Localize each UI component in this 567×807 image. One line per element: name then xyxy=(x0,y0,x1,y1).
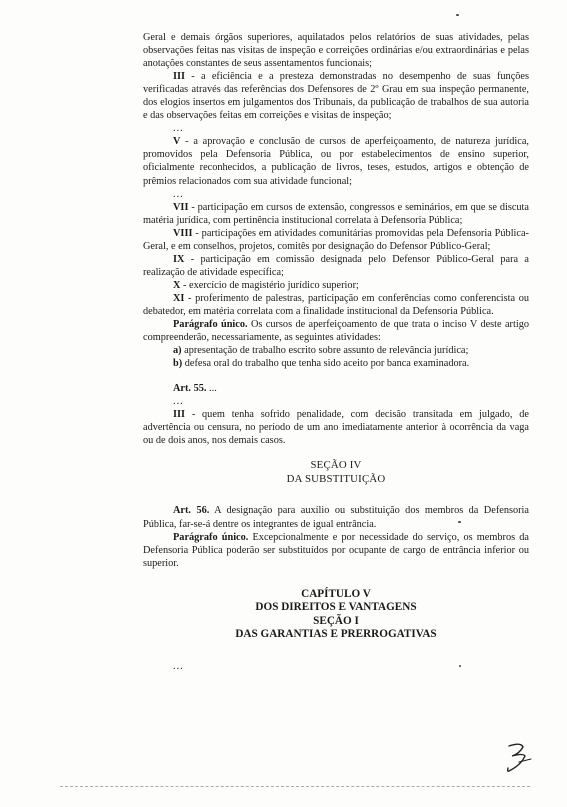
item-number: VIII xyxy=(173,227,193,239)
item-ix-commission xyxy=(143,253,529,279)
item-v-courses xyxy=(143,135,529,187)
item-a-written-work xyxy=(143,344,529,357)
article-heading: Art. 56. xyxy=(173,505,210,517)
paragraph-heading: Parágrafo único. xyxy=(173,319,248,331)
section-iv-subtitle: DA SUBSTITUIÇÃO xyxy=(286,472,386,485)
paragraph-text: Os cursos de aperfeiçoamento de que trata o inciso V deste artigo compreenderão, necessariamente, as seguintes atividades: xyxy=(143,319,529,344)
item-iii-penalty xyxy=(143,408,529,447)
item-number: IX xyxy=(173,253,185,265)
ellipsis: ... xyxy=(173,188,184,200)
item-number: V xyxy=(173,136,181,148)
section-iv-title: SEÇÃO IV xyxy=(310,459,362,472)
item-number: XI xyxy=(173,292,185,304)
article-56 xyxy=(143,504,529,530)
section-i-title: SEÇÃO I xyxy=(313,614,359,627)
paragraph-continuation xyxy=(143,31,529,70)
chapter-v-title: CAPÍTULO V xyxy=(301,587,371,600)
item-text: - participações em atividades comunitárias promovidas pela Defensoria Pública-Geral, e em conselhos, projetos, comitês por designação do Defensor Público-Geral; xyxy=(143,227,529,252)
item-number: III xyxy=(173,409,186,421)
item-xi-lectures xyxy=(143,292,529,318)
paragraph-text: Geral e demais órgãos superiores, aquilatados pelos relatórios de suas atividades, pelas observações feitas nas visitas de inspeção e correições ordinárias e/ou extraordinárias e pelas anotações constantes de seus assentamentos funcionais; xyxy=(143,32,529,70)
article-heading: Art. 55. xyxy=(173,383,207,395)
item-vii-extension xyxy=(143,201,529,227)
section-i-subtitle: DAS GARANTIAS E PRERROGATIVAS xyxy=(235,628,437,641)
item-text: - participação em comissão designada pelo Defensor Público-Geral para a realização de atividade específica; xyxy=(143,253,529,278)
item-text: - participação em cursos de extensão, congressos e seminários, em que se discuta matéria jurídica, com pertinência institucional correlata à Defensoria Pública; xyxy=(143,201,529,226)
scan-speck xyxy=(459,665,461,667)
item-text: - a aprovação e conclusão de cursos de aperfeiçoamento, de natureza jurídica, promovidos pela Defensoria Pública, ou por estabelecimentos de ensino superior, oficialmente reconhecidos, a publicação de livros, teses, estudos, artigos e obtenção de prêmios relacionados com sua atividade funcional; xyxy=(143,136,529,187)
ellipsis: ... xyxy=(173,123,184,135)
sole-paragraph-substitution xyxy=(143,531,529,570)
item-number: a) xyxy=(173,345,182,357)
scan-speck xyxy=(456,14,459,16)
item-b-oral-defense xyxy=(143,357,529,370)
item-iii-efficiency xyxy=(143,70,529,122)
item-text: - exercício de magistério jurídico superior; xyxy=(180,279,359,291)
paragraph-heading: Parágrafo único. xyxy=(173,531,249,543)
item-viii-community xyxy=(143,227,529,253)
paragraph-text: Excepcionalmente e por necessidade do serviço, os membros da Defensoria Pública poderão ser substituídos por ocupante de cargo de entrância inferior ou superior. xyxy=(143,531,529,569)
scan-speck xyxy=(458,521,461,523)
item-number: III xyxy=(173,71,186,83)
item-x-teaching xyxy=(143,279,529,292)
article-text: ... xyxy=(206,383,217,395)
item-text: apresentação de trabalho escrito sobre assunto de relevância jurídica; xyxy=(181,345,469,357)
item-number: VII xyxy=(173,201,189,213)
document-body xyxy=(143,31,529,673)
ellipsis: ... xyxy=(173,396,184,408)
item-number: X xyxy=(173,279,181,291)
item-text: - quem tenha sofrido penalidade, com decisão transitada em julgado, de advertência ou censura, no período de um ano imediatamente anterior à ocorrência da vaga ou de dois anos, nos demais casos. xyxy=(143,409,529,447)
item-text: - a eficiência e a presteza demonstradas no desempenho de suas funções verificadas através das referências dos Defensores de 2º Grau em sua inspeção permanente, dos elogios insertos em julgamentos dos Tribunais, da publicação de trabalhos de sua autoria e das observações feitas em correições e visitas de inspeção; xyxy=(143,71,529,122)
article-text: A designação para auxílio ou substituição dos membros da Defensoria Pública, far-se-á dentre os integrantes de igual entrância. xyxy=(143,505,529,530)
chapter-v-subtitle: DOS DIREITOS E VANTAGENS xyxy=(255,601,417,614)
page-bottom-edge xyxy=(60,786,530,787)
item-text: defesa oral do trabalho que tenha sido aceito por banca examinadora. xyxy=(182,358,470,370)
article-55 xyxy=(143,382,529,395)
sole-paragraph-courses xyxy=(143,318,529,344)
ellipsis: ... xyxy=(173,661,184,673)
signature-mark xyxy=(503,741,535,775)
item-number: b) xyxy=(173,358,183,370)
item-text: - proferimento de palestras, participação em conferências como conferencista ou debatedor, em matéria correlata com a finalidade institucional da Defensoria Pública. xyxy=(143,292,529,317)
